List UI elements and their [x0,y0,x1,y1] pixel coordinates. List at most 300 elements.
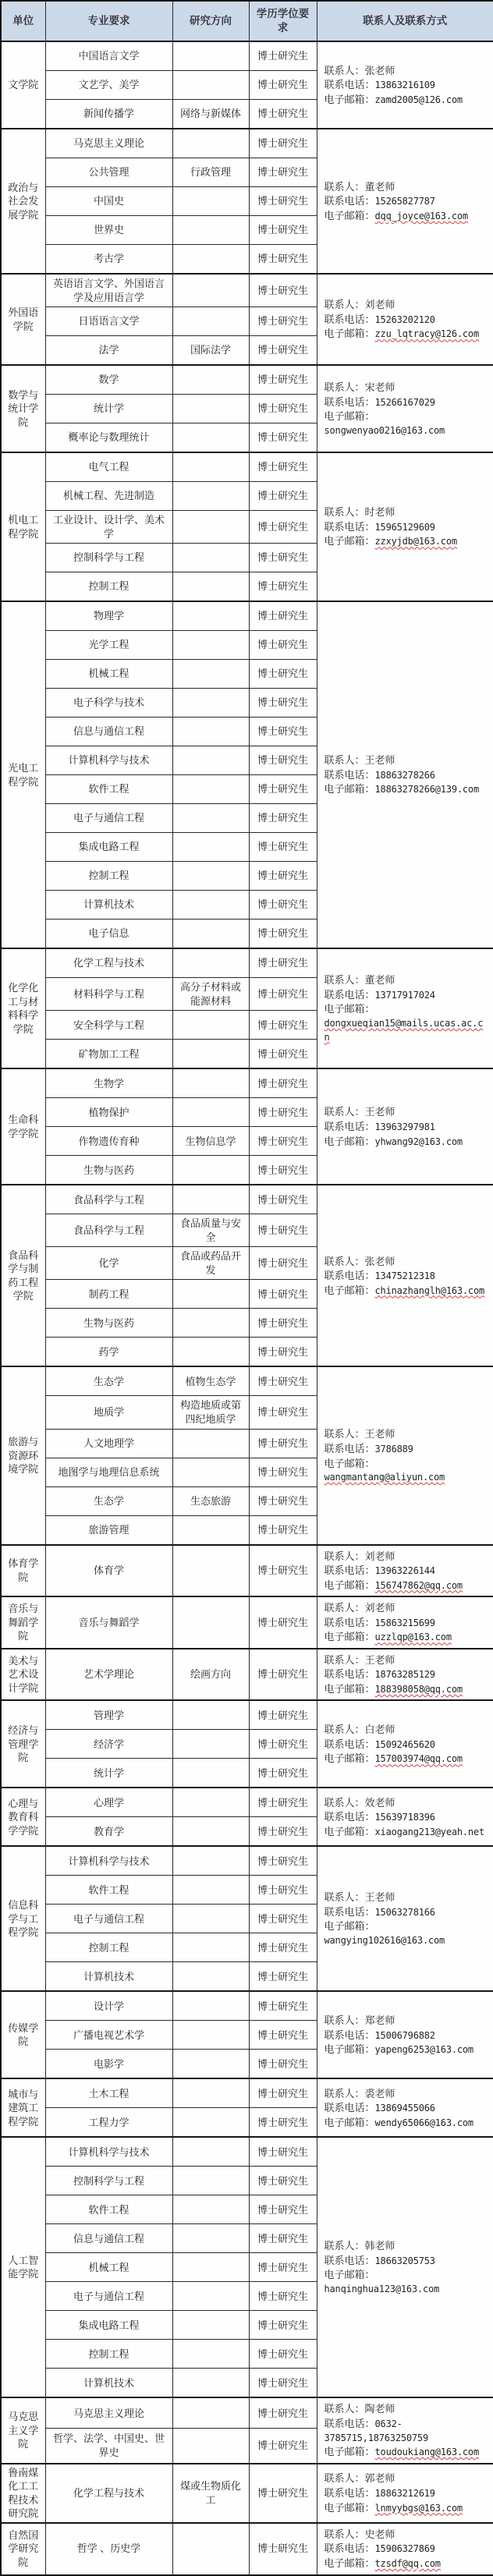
contact-email-value: chinazhanglh@163.com [374,1284,485,1296]
degree-cell: 博士研究生 [249,1247,317,1280]
degree-cell: 博士研究生 [249,1098,317,1127]
major-cell: 数学 [45,365,172,395]
contact-person-label: 联系人： [324,299,365,311]
major-cell: 软件工程 [45,2195,172,2224]
direction-cell: 绘画方向 [172,1649,249,1701]
degree-cell: 博士研究生 [249,2282,317,2311]
direction-cell [172,1905,249,1933]
contact-email-label: 电子邮箱： [324,2269,375,2281]
major-cell: 食品科学与工程 [45,1185,172,1214]
degree-cell: 博士研究生 [249,1649,317,1701]
direction-cell [172,1991,249,2021]
major-cell: 心理学 [45,1788,172,1817]
major-cell: 设计学 [45,1991,172,2021]
major-cell: 化学 [45,1247,172,1280]
contact-phone-line [325,313,489,327]
contact-person-value: 效老师 [364,1796,395,1809]
table-row [1,1545,493,1597]
contact-email-value: 188398058@qq.com [374,1683,463,1695]
contact-cell [317,1596,493,1649]
direction-cell [172,2137,249,2167]
contact-person-line [325,1601,489,1615]
contact-cell [317,41,493,129]
major-cell: 统计学 [45,1759,172,1788]
major-cell: 生态学 [45,1366,172,1396]
major-cell: 法学 [45,336,172,366]
contact-phone-value: 15906327869 [374,2543,435,2555]
contact-cell [317,601,493,948]
table-row [1,129,493,158]
direction-cell [172,274,249,307]
contact-email-label: 电子邮箱： [324,2501,375,2514]
contact-person-value: 王老师 [364,754,395,767]
direction-cell [172,2523,249,2575]
major-cell: 旅游管理 [45,1515,172,1545]
degree-cell: 博士研究生 [249,718,317,746]
direction-cell [172,423,249,453]
major-cell: 计算机技术 [45,891,172,919]
contact-person-label: 联系人： [324,2087,365,2099]
major-cell: 世界史 [45,216,172,245]
direction-cell: 网络与新媒体 [172,100,249,129]
contact-person-label: 联系人： [324,974,365,987]
major-cell: 电子信息 [45,919,172,949]
major-cell: 计算机科学与技术 [45,1846,172,1876]
unit-cell: 旅游与资源环境学院 [1,1366,45,1544]
contact-person-label: 联系人： [324,1602,365,1614]
table-body [1,41,493,2575]
contact-email-line [325,1682,489,1696]
contact-phone-line [325,1442,489,1456]
table-row [1,41,493,71]
contact-phone-line [325,2029,489,2043]
contact-person-line [325,1723,489,1737]
contact-email-line [325,2043,489,2057]
degree-cell: 博士研究生 [249,833,317,862]
table-row [1,365,493,395]
direction-cell [172,1700,249,1730]
contact-cell [317,2523,493,2575]
major-cell: 电子与通信工程 [45,2282,172,2311]
contact-phone-label: 联系电话： [324,1738,375,1750]
major-cell: 信息与通信工程 [45,2224,172,2253]
degree-cell: 博士研究生 [249,2340,317,2369]
contact-person-line [325,2239,489,2253]
unit-cell: 自然国学研究院 [1,2523,45,2575]
direction-cell [172,129,249,158]
contact-email-line [325,2445,489,2459]
contact-phone-label: 联系电话： [324,313,375,325]
contact-person-value: 郭老师 [364,2472,395,2485]
contact-email-value: wangmantang@aliyun.com [324,1472,445,1483]
degree-cell: 博士研究生 [249,2167,317,2195]
direction-cell [172,775,249,804]
contact-person-label: 联系人： [324,381,365,393]
major-cell: 控制工程 [45,2340,172,2369]
degree-cell: 博士研究生 [249,1730,317,1759]
major-cell: 土木工程 [45,2078,172,2108]
contact-phone-line [325,1905,489,1919]
degree-cell: 博士研究生 [249,336,317,366]
contact-email-label: 电子邮箱： [324,2043,375,2056]
major-cell: 计算机科学与技术 [45,746,172,775]
major-cell: 文艺学、美学 [45,71,172,100]
direction-cell [172,833,249,862]
contact-email-label: 电子邮箱： [324,1579,375,1591]
contact-phone-label: 联系电话： [324,520,375,533]
degree-cell: 博士研究生 [249,746,317,775]
degree-cell: 博士研究生 [249,41,317,71]
direction-cell [172,919,249,949]
unit-cell: 信息科学与工程学院 [1,1846,45,1991]
contact-cell [317,1366,493,1544]
major-cell: 软件工程 [45,775,172,804]
degree-cell: 博士研究生 [249,511,317,544]
contact-cell [317,1185,493,1366]
contact-phone-line [325,1616,489,1630]
table-row [1,1068,493,1098]
degree-cell: 博士研究生 [249,1876,317,1905]
degree-cell: 博士研究生 [249,1788,317,1817]
degree-cell: 博士研究生 [249,423,317,453]
major-cell: 机械工程、先进制造 [45,482,172,511]
major-cell: 艺术学理论 [45,1649,172,1701]
contact-person-label: 联系人： [324,1653,365,1666]
contact-person-value: 王老师 [364,1653,395,1666]
contact-email-line [325,1457,489,1484]
degree-cell: 博士研究生 [249,2311,317,2340]
contact-person-label: 联系人： [324,2240,365,2252]
unit-cell: 城市与建筑工程学院 [1,2078,45,2137]
direction-cell [172,891,249,919]
contact-person-line [325,753,489,767]
contact-email-value: songwenyao0216@163.com [324,424,445,436]
major-cell: 集成电路工程 [45,833,172,862]
direction-cell [172,245,249,275]
direction-cell [172,544,249,572]
contact-email-label: 电子邮箱： [324,1003,375,1015]
direction-cell [172,2195,249,2224]
direction-cell [172,187,249,216]
degree-cell: 博士研究生 [249,1817,317,1847]
contact-email-value: tzsdf@qq.com [374,2557,441,2569]
major-cell: 人文地理学 [45,1429,172,1458]
contact-cell [317,1545,493,1597]
major-cell: 马克思主义理论 [45,2397,172,2428]
direction-cell [172,365,249,395]
contact-phone-line [325,2486,489,2500]
direction-cell: 食品质量与安全 [172,1214,249,1247]
table-row [1,948,493,978]
unit-cell: 机电工程学院 [1,452,45,601]
direction-cell [172,307,249,336]
direction-cell [172,511,249,544]
direction-cell [172,1817,249,1847]
contact-phone-value: 13475212318 [374,1270,435,1282]
degree-cell: 博士研究生 [249,891,317,919]
contact-cell [317,452,493,601]
contact-email-label: 电子邮箱： [324,1825,375,1837]
contact-email-label: 电子邮箱： [324,1682,375,1695]
degree-cell: 博士研究生 [249,1429,317,1458]
contact-email-label: 电子邮箱： [324,535,375,547]
contact-email-value: dongxueqian15@mails.ucas.ac.cn [324,1018,484,1043]
direction-cell [172,2108,249,2138]
major-cell: 电气工程 [45,452,172,482]
direction-cell [172,1156,249,1185]
direction-cell [172,1876,249,1905]
contact-email-value: lnmyybgs@163.com [374,2502,463,2514]
major-cell: 控制工程 [45,572,172,602]
degree-cell: 博士研究生 [249,1486,317,1515]
contact-phone-label: 联系电话： [324,768,375,781]
direction-cell [172,2340,249,2369]
contact-phone-value: 18763285129 [374,1669,435,1681]
direction-cell [172,1759,249,1788]
direction-cell [172,1011,249,1040]
contact-email-value: xiaogang213@yeah.net [374,1826,485,1837]
direction-cell [172,746,249,775]
header-cell-major: 专业要求 [45,1,172,41]
degree-cell: 博士研究生 [249,216,317,245]
degree-cell: 博士研究生 [249,1185,317,1214]
major-cell: 中国史 [45,187,172,216]
major-cell: 作物遗传育种 [45,1127,172,1156]
degree-cell: 博士研究生 [249,544,317,572]
contact-phone-line [325,194,489,208]
degree-cell: 博士研究生 [249,2224,317,2253]
contact-email-value: wangying102616@163.com [324,1935,445,1947]
direction-cell: 生态旅游 [172,1486,249,1515]
table-row [1,452,493,482]
contact-email-value: toudoukiang@163.com [374,2447,479,2458]
contact-email-value: 156747862@qq.com [374,1579,463,1591]
table-row [1,1366,493,1396]
table-row [1,1991,493,2021]
contact-email-value: zamd2005@126.com [374,94,463,105]
degree-cell: 博士研究生 [249,158,317,187]
contact-phone-line [325,395,489,409]
degree-cell: 博士研究生 [249,1011,317,1040]
contact-person-value: 史老师 [364,2528,395,2540]
direction-cell [172,1280,249,1309]
direction-cell [172,1933,249,1962]
contact-phone-value: 13963297981 [374,1121,435,1132]
unit-cell: 经济与管理学院 [1,1700,45,1788]
major-cell: 光学工程 [45,631,172,660]
table-row [1,1788,493,1817]
contact-email-label: 电子邮箱： [324,1631,375,1643]
contact-person-value: 张老师 [364,64,395,76]
degree-cell: 博士研究生 [249,1366,317,1396]
degree-cell: 博士研究生 [249,245,317,275]
major-cell: 控制科学与工程 [45,544,172,572]
table-row [1,2523,493,2575]
contact-email-line [325,209,489,223]
degree-cell: 博士研究生 [249,274,317,307]
contact-phone-label: 联系电话： [324,1442,375,1455]
contact-email-label: 电子邮箱： [324,1752,375,1765]
major-cell: 新闻传播学 [45,100,172,129]
header-row [1,1,493,41]
direction-cell [172,71,249,100]
direction-cell [172,1185,249,1214]
contact-phone-value: 18863278266 [374,769,435,781]
degree-cell: 博士研究生 [249,1068,317,1098]
major-cell: 生物与医药 [45,1156,172,1185]
contact-email-label: 电子邮箱： [324,410,375,423]
degree-cell: 博士研究生 [249,2078,317,2108]
major-cell: 经济学 [45,1730,172,1759]
degree-cell: 博士研究生 [249,804,317,833]
degree-cell: 博士研究生 [249,1458,317,1486]
contact-email-line [325,534,489,548]
major-cell: 植物保护 [45,1098,172,1127]
degree-cell: 博士研究生 [249,660,317,689]
major-cell: 工业设计、设计学、美术学 [45,511,172,544]
contact-person-value: 董老师 [364,974,395,987]
major-cell: 电子与通信工程 [45,1905,172,1933]
unit-cell: 化学化工与材料科学学院 [1,948,45,1068]
contact-phone-value: 13717917024 [374,989,435,1001]
contact-email-line [325,1579,489,1593]
direction-cell [172,1098,249,1127]
major-cell: 马克思主义理论 [45,129,172,158]
contact-phone-label: 联系电话： [324,2254,375,2266]
degree-cell: 博士研究生 [249,2253,317,2282]
direction-cell [172,2369,249,2398]
contact-person-line [325,2402,489,2416]
contact-person-label: 联系人： [324,2014,365,2027]
direction-cell [172,1338,249,1367]
degree-cell: 博士研究生 [249,1396,317,1429]
unit-cell: 传媒学院 [1,1991,45,2078]
unit-cell: 鲁南煤化工工程技术研究院 [1,2464,45,2523]
degree-cell: 博士研究生 [249,689,317,718]
major-cell: 控制工程 [45,862,172,891]
degree-cell: 博士研究生 [249,1515,317,1545]
contact-person-line [325,1550,489,1564]
contact-phone-label: 联系电话： [324,1616,375,1628]
contact-email-line [325,2557,489,2571]
major-cell: 日语语言文学 [45,307,172,336]
degree-cell: 博士研究生 [249,948,317,978]
contact-person-label: 联系人： [324,1891,365,1904]
unit-cell: 音乐与舞蹈学院 [1,1596,45,1649]
contact-phone-line [325,1810,489,1824]
contact-phone-label: 联系电话： [324,1270,375,1282]
degree-cell: 博士研究生 [249,2108,317,2138]
direction-cell [172,41,249,71]
contact-email-line [325,1284,489,1298]
major-cell: 工程力学 [45,2108,172,2138]
degree-cell: 博士研究生 [249,2369,317,2398]
major-cell: 计算机科学与技术 [45,2137,172,2167]
major-cell: 音乐与舞蹈学 [45,1596,172,1649]
major-cell: 哲学、法学、中国史、世界史 [45,2429,172,2464]
contact-email-value: yhwang92@163.com [374,1136,463,1147]
degree-cell: 博士研究生 [249,1214,317,1247]
contact-email-value: yapeng6253@163.com [374,2044,473,2056]
direction-cell [172,631,249,660]
direction-cell [172,482,249,511]
major-cell: 地质学 [45,1396,172,1429]
contact-email-label: 电子邮箱： [324,2446,375,2458]
direction-cell: 国际法学 [172,336,249,366]
direction-cell: 煤或生物质化工 [172,2464,249,2523]
contact-email-line [325,1919,489,1947]
major-cell: 电子科学与技术 [45,689,172,718]
degree-cell: 博士研究生 [249,2195,317,2224]
direction-cell [172,2311,249,2340]
major-cell: 化学工程与技术 [45,948,172,978]
major-cell: 矿物加工工程 [45,1040,172,1069]
unit-cell: 心理与教育科学学院 [1,1788,45,1846]
unit-cell: 美术与艺术设计学院 [1,1649,45,1701]
contact-email-label: 电子邮箱： [324,328,375,340]
degree-cell: 博士研究生 [249,187,317,216]
contact-person-value: 刘老师 [364,1550,395,1562]
contact-person-label: 联系人： [324,1255,365,1267]
direction-cell [172,1545,249,1597]
degree-cell: 博士研究生 [249,2464,317,2523]
contact-phone-label: 联系电话： [324,1121,375,1132]
contact-person-label: 联系人： [324,1428,365,1440]
contact-phone-value: 18863212619 [374,2487,435,2499]
contact-person-line [325,2471,489,2486]
direction-cell [172,2050,249,2079]
degree-cell: 博士研究生 [249,129,317,158]
contact-phone-line [325,2101,489,2115]
contact-person-label: 联系人： [324,2472,365,2485]
contact-person-line [325,1653,489,1667]
direction-cell [172,862,249,891]
direction-cell [172,1458,249,1486]
contact-cell [317,1649,493,1701]
contact-phone-line [325,1667,489,1681]
contact-cell [317,2464,493,2523]
degree-cell: 博士研究生 [249,572,317,602]
contact-email-label: 电子邮箱： [324,1284,375,1296]
contact-person-value: 张老师 [364,1255,395,1267]
contact-person-label: 联系人： [324,64,365,76]
direction-cell [172,1309,249,1338]
degree-cell: 博士研究生 [249,482,317,511]
contact-phone-label: 联系电话： [324,1668,375,1681]
contact-person-line [325,2014,489,2028]
direction-cell [172,216,249,245]
contact-phone-line [325,1738,489,1752]
unit-cell: 马克思主义学院 [1,2397,45,2463]
table-row [1,2464,493,2523]
direction-cell [172,804,249,833]
major-cell: 公共管理 [45,158,172,187]
contact-phone-value: 15006796882 [374,2029,435,2041]
degree-cell: 博士研究生 [249,601,317,631]
contact-person-line [325,298,489,312]
contact-email-value: zzxyjdb@163.com [374,536,457,547]
unit-cell: 数学与统计学院 [1,365,45,452]
degree-cell: 博士研究生 [249,2050,317,2079]
contact-person-line [325,1890,489,1905]
contact-email-line [325,409,489,437]
contact-email-line [325,327,489,341]
major-cell: 概率论与数理统计 [45,423,172,453]
degree-cell: 博士研究生 [249,2429,317,2464]
table-row [1,2137,493,2167]
contact-email-line [325,782,489,796]
direction-cell: 生物信息学 [172,1127,249,1156]
